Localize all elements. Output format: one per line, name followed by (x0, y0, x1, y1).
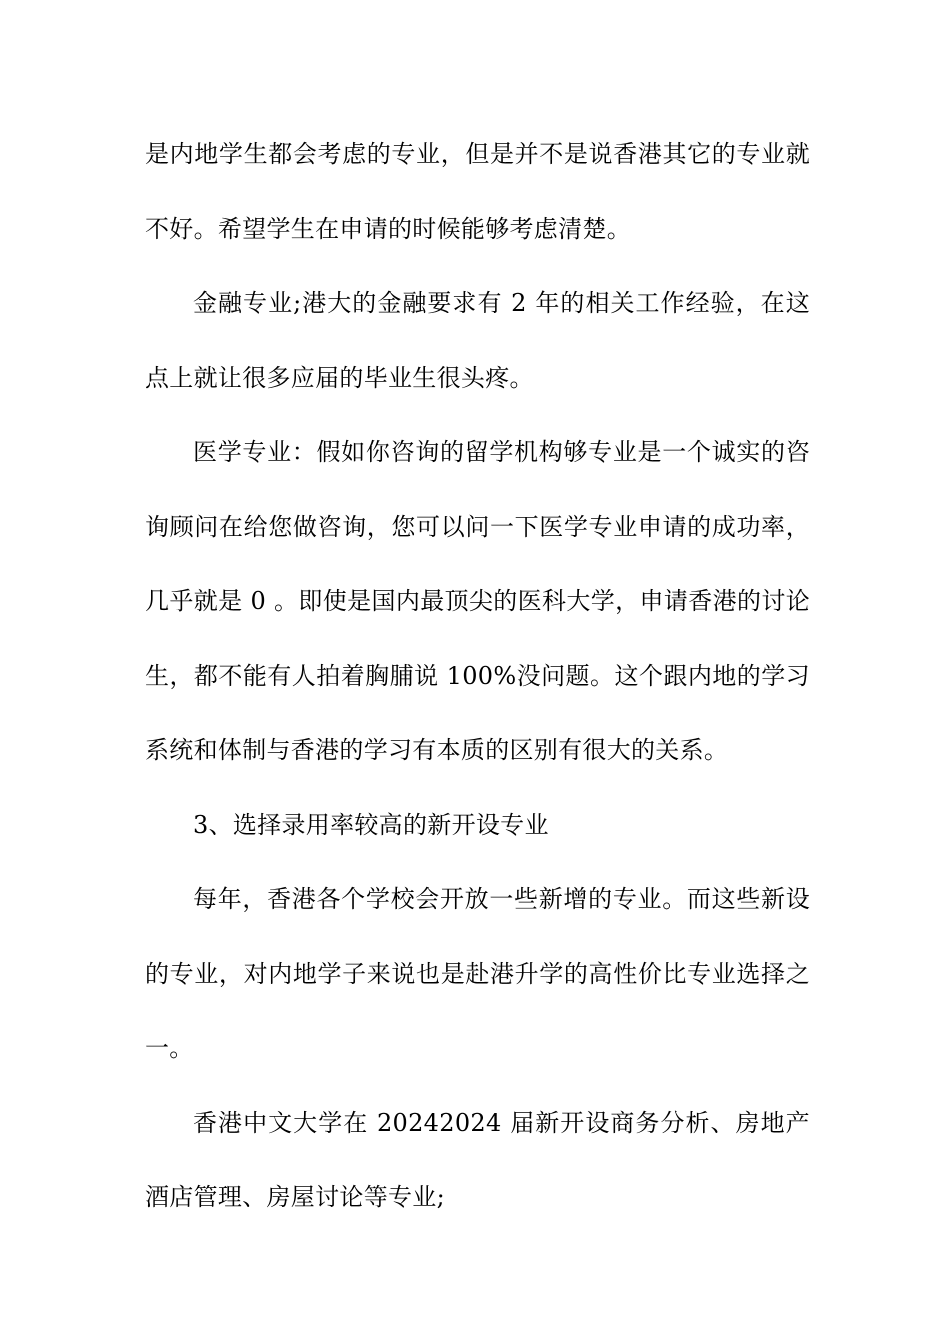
paragraph-medical-major: 医学专业：假如你咨询的留学机构够专业是一个诚实的咨询顾问在给您做咨询，您可以问一下医学专业申请的成功率，几乎就是 0 。即使是国内最顶尖的医科大学，申请香港的讨论生，都不能有人拍着胸脯说 100%没问题。这个跟内地的学习系统和体制与香港的学习有本质的区别有很大的关系。 (145, 438, 810, 764)
paragraph-continuation: 是内地学生都会考虑的专业，但是并不是说香港其它的专业就不好。希望学生在申请的时候能够考虑清楚。 (145, 140, 810, 243)
section-heading-new-majors: 3、选择录用率较高的新开设专业 (193, 810, 549, 839)
document-body (145, 117, 810, 1235)
paragraph-cuhk-new-majors: 香港中文大学在 20242024 届新开设商务分析、房地产酒店管理、房屋讨论等专业; (145, 1108, 810, 1211)
paragraph-new-majors: 每年，香港各个学校会开放一些新增的专业。而这些新设的专业，对内地学子来说也是赴港升学的高性价比专业选择之一。 (145, 885, 810, 1062)
paragraph-finance-major: 金融专业;港大的金融要求有 2 年的相关工作经验，在这点上就让很多应届的毕业生很头疼。 (145, 289, 810, 392)
